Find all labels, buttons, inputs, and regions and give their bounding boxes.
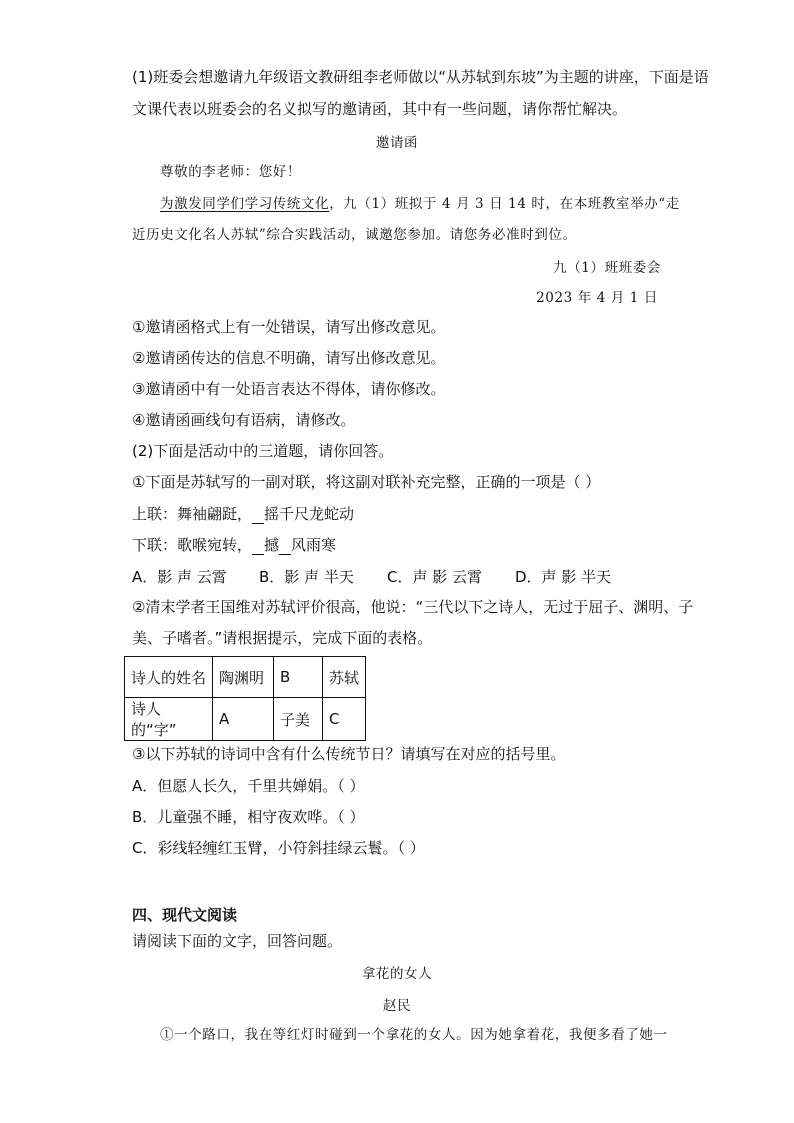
couplet-lower-start: 下联：歌喉宛转， [132,536,253,554]
q2-item1-stem: ①下面是苏轼写的一副对联，将这副对联补充完整，正确的一项是（ ） [132,473,601,491]
task-2: ②邀请函传达的信息不明确，请写出修改意见。 [132,349,446,367]
letter-body-line1 [160,194,680,214]
couplet-upper-blank [252,509,264,524]
couplet-upper [132,504,354,524]
table-row [125,657,366,698]
couplet-lower-blank-1 [252,540,264,555]
table-cell: A [213,698,274,741]
table-cell: C [323,698,366,741]
table-cell: 子美 [274,698,323,741]
task-3: ③邀请函中有一处语言表达不得体，请你修改。 [132,380,446,398]
article-paragraph-1: ①一个路口，我在等红灯时碰到一个拿花的女人。因为她拿着花，我便多看了她一 [160,1027,668,1043]
item3-option-a: A．但愿人长久，千里共婵娟。（ ） [132,777,365,795]
item3-option-c: C．彩线轻缠红玉臂，小符斜挂绿云鬟。（ ） [132,839,425,857]
letter-body-line2: 近历史文化名人苏轼”综合实践活动，诚邀您参加。请您务必准时到位。 [132,227,577,243]
poet-table [124,656,366,741]
table-row [125,698,366,741]
letter-greeting: 尊敬的李老师：您好！ [160,164,301,180]
section-instruction: 请阅读下面的文字，回答问题。 [132,932,343,950]
article-author: 赵民 [382,998,412,1014]
couplet-upper-end: 摇千尺龙蛇动 [264,505,355,523]
q2-intro: (2)下面是活动中的三道题，请你回答。 [132,442,394,460]
article-title: 拿花的女人 [361,966,433,982]
couplet-lower-middle: 撼 [264,536,280,554]
q1-intro-line2: 文课代表以班委会的名义拟写的邀请函，其中有一些问题，请你帮忙解决。 [132,100,628,118]
letter-title: 邀请函 [375,135,419,151]
q1-intro-line1: (1)班委会想邀请九年级语文教研组李老师做以“从苏轼到东坡”为主题的讲座，下面是语 [132,68,709,86]
q2-item2-line1: ②清末学者王国维对苏轼评价很高，他说：“三代以下之诗人，无过于屈子、渊明、子 [132,598,694,616]
couplet-lower-end: 风雨寒 [291,536,337,554]
item3-option-b: B．儿童强不睡，相守夜欢哗。（ ） [132,808,365,826]
q2-item2-line2: 美、子嗜者。”请根据提示，完成下面的表格。 [132,629,433,647]
table-cell: 苏轼 [323,657,366,698]
letter-body-line1-rest: ，九（1）班拟于 4 月 3 日 14 时，在本班教室举办“走 [329,196,680,212]
option-a: A．影 声 云霄 [132,568,227,586]
couplet-lower-blank-2 [279,540,291,555]
table-cell: B [274,657,323,698]
table-cell: 陶渊明 [213,657,274,698]
q2-item3-stem: ③以下苏轼的诗词中含有什么传统节日？请填写在对应的括号里。 [132,745,566,763]
table-cell: 诗人的“字” [125,698,213,741]
letter-underlined-sentence: 为激发同学们学习传统文化 [160,196,330,212]
task-4: ④邀请函画线句有语病，请修改。 [132,411,356,429]
option-d: D．声 影 半天 [515,568,612,586]
table-cell: 诗人的姓名 [125,657,213,698]
couplet-lower [132,535,336,555]
letter-signature: 九（1）班班委会 [553,260,661,276]
section-heading: 四、现代文阅读 [132,906,238,924]
letter-date: 2023 年 4 月 1 日 [536,290,658,306]
task-1: ①邀请函格式上有一处错误，请写出修改意见。 [132,318,446,336]
option-c: C．声 影 云霄 [387,568,483,586]
option-b: B．影 声 半天 [259,568,354,586]
couplet-upper-start: 上联：舞袖翩跹， [132,505,253,523]
